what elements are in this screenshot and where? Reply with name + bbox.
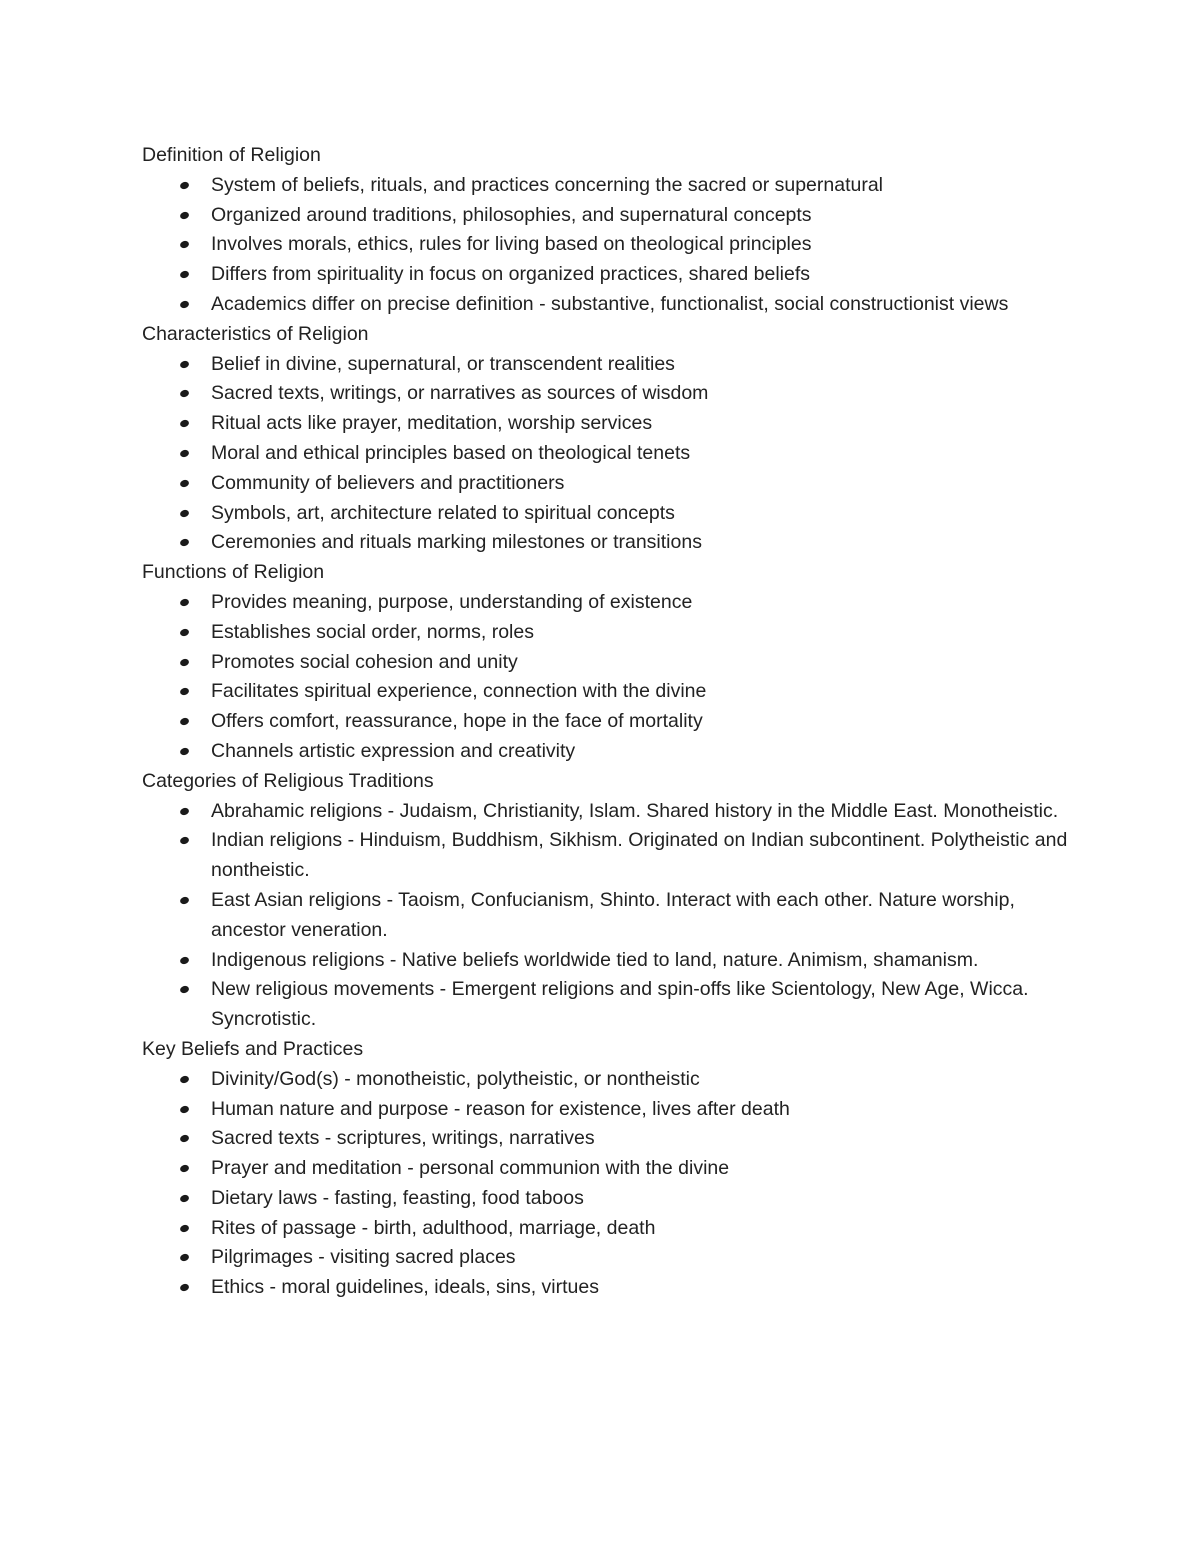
list-item — [142, 1273, 1072, 1303]
list-item — [142, 677, 1072, 707]
list-item — [142, 797, 1072, 827]
bullet-icon — [179, 419, 190, 429]
bullet-icon — [179, 1194, 190, 1204]
list-item-text: Promotes social cohesion and unity — [211, 650, 518, 673]
list-item-text: Indian religions - Hinduism, Buddhism, Sikhism. Originated on Indian subcontinent. Polytheistic and nontheistic. — [211, 829, 1068, 882]
list-item-text: Dietary laws - fasting, feasting, food taboos — [211, 1186, 584, 1209]
bullet-icon — [179, 687, 190, 697]
bullet-icon — [179, 240, 190, 250]
bullet-list — [142, 1065, 1072, 1303]
bullet-icon — [179, 747, 190, 757]
bullet-icon — [179, 657, 190, 667]
list-item — [142, 946, 1072, 976]
bullet-icon — [179, 1283, 190, 1293]
list-item-text: Ethics - moral guidelines, ideals, sins, virtues — [211, 1276, 599, 1299]
bullet-icon — [179, 508, 190, 518]
bullet-icon — [179, 478, 190, 488]
list-item — [142, 350, 1072, 380]
section-heading: Functions of Religion — [142, 561, 325, 584]
list-item — [142, 886, 1072, 946]
section-heading: Categories of Religious Traditions — [142, 769, 434, 792]
bullet-icon — [179, 1134, 190, 1144]
list-item — [142, 588, 1072, 618]
list-item — [142, 737, 1072, 767]
bullet-icon — [179, 270, 190, 280]
list-item-text: Community of believers and practitioners — [211, 471, 565, 494]
list-item — [142, 171, 1072, 201]
list-item-text: Divinity/God(s) - monotheistic, polytheistic, or nontheistic — [211, 1067, 700, 1090]
list-item — [142, 707, 1072, 737]
list-item — [142, 1243, 1072, 1273]
list-item-text: Channels artistic expression and creativity — [211, 739, 576, 762]
list-item-text: System of beliefs, rituals, and practices concerning the sacred or supernatural — [211, 173, 884, 196]
list-item — [142, 528, 1072, 558]
list-item-text: Moral and ethical principles based on theological tenets — [211, 441, 691, 464]
list-item — [142, 499, 1072, 529]
list-item-text: Provides meaning, purpose, understanding of existence — [211, 590, 693, 613]
list-item — [142, 975, 1072, 1035]
list-item-text: Establishes social order, norms, roles — [211, 620, 534, 643]
list-item-text: Differs from spirituality in focus on organized practices, shared beliefs — [211, 263, 810, 286]
list-item — [142, 409, 1072, 439]
bullet-list — [142, 171, 1072, 320]
list-item-text: Human nature and purpose - reason for existence, lives after death — [211, 1097, 790, 1120]
bullet-icon — [179, 1074, 190, 1084]
list-item-text: Involves morals, ethics, rules for living based on theological principles — [211, 233, 812, 256]
list-item-text: Organized around traditions, philosophies, and supernatural concepts — [211, 203, 812, 226]
bullet-icon — [179, 1223, 190, 1233]
list-item — [142, 260, 1072, 290]
bullet-icon — [179, 806, 190, 816]
list-item — [142, 1184, 1072, 1214]
bullet-icon — [179, 896, 190, 906]
bullet-icon — [179, 955, 190, 965]
bullet-icon — [179, 389, 190, 399]
list-item — [142, 201, 1072, 231]
list-item — [142, 230, 1072, 260]
list-item — [142, 469, 1072, 499]
bullet-icon — [179, 180, 190, 190]
section-heading: Definition of Religion — [142, 144, 321, 166]
list-item-text: Rites of passage - birth, adulthood, marriage, death — [211, 1216, 656, 1239]
list-item — [142, 618, 1072, 648]
list-item-text: Ritual acts like prayer, meditation, worship services — [211, 412, 653, 435]
section-heading: Characteristics of Religion — [142, 322, 369, 345]
bullet-icon — [179, 538, 190, 548]
list-item-text: Offers comfort, reassurance, hope in the face of mortality — [211, 710, 703, 733]
list-item — [142, 1124, 1072, 1154]
list-item-text: New religious movements - Emergent religions and spin-offs like Scientology, New Age, Wicca. Syncrotistic. — [211, 978, 1029, 1031]
bullet-list — [142, 797, 1072, 1035]
bullet-icon — [179, 598, 190, 608]
list-item-text: Sacred texts, writings, or narratives as sources of wisdom — [211, 382, 709, 405]
bullet-icon — [179, 627, 190, 637]
list-item-text: Academics differ on precise definition - substantive, functionalist, social constructionist views — [211, 292, 1009, 315]
bullet-icon — [179, 1104, 190, 1114]
bullet-list — [142, 350, 1072, 559]
list-item — [142, 1154, 1072, 1184]
list-item — [142, 1095, 1072, 1125]
list-item-text: Ceremonies and rituals marking milestones or transitions — [211, 531, 702, 554]
list-item — [142, 648, 1072, 678]
bullet-icon — [179, 1253, 190, 1263]
bullet-icon — [179, 836, 190, 846]
bullet-icon — [179, 717, 190, 727]
bullet-icon — [179, 985, 190, 995]
list-item-text: Abrahamic religions - Judaism, Christianity, Islam. Shared history in the Middle East. Monotheistic. — [211, 799, 1059, 822]
list-item-text: Belief in divine, supernatural, or transcendent realities — [211, 352, 675, 375]
list-item-text: East Asian religions - Taoism, Confucianism, Shinto. Interact with each other. Nature worship, ancestor veneration. — [211, 888, 1015, 941]
list-item-text: Prayer and meditation - personal communion with the divine — [211, 1157, 730, 1180]
list-item-text: Sacred texts - scriptures, writings, narratives — [211, 1127, 595, 1150]
list-item — [142, 1214, 1072, 1244]
list-item — [142, 439, 1072, 469]
list-item-text: Facilitates spiritual experience, connection with the divine — [211, 680, 707, 703]
list-item-text: Symbols, art, architecture related to spiritual concepts — [211, 501, 675, 524]
bullet-icon — [179, 300, 190, 310]
bullet-list — [142, 588, 1072, 767]
bullet-icon — [179, 449, 190, 459]
bullet-icon — [179, 359, 190, 369]
bullet-icon — [179, 210, 190, 220]
list-item-text: Pilgrimages - visiting sacred places — [211, 1246, 516, 1269]
bullet-icon — [179, 1164, 190, 1174]
list-item — [142, 290, 1072, 320]
list-item-text: Indigenous religions - Native beliefs worldwide tied to land, nature. Animism, shamanism. — [211, 948, 979, 971]
list-item — [142, 1065, 1072, 1095]
list-item — [142, 826, 1072, 886]
list-item — [142, 379, 1072, 409]
section-heading: Key Beliefs and Practices — [142, 1037, 364, 1060]
document-content — [142, 141, 1072, 1303]
